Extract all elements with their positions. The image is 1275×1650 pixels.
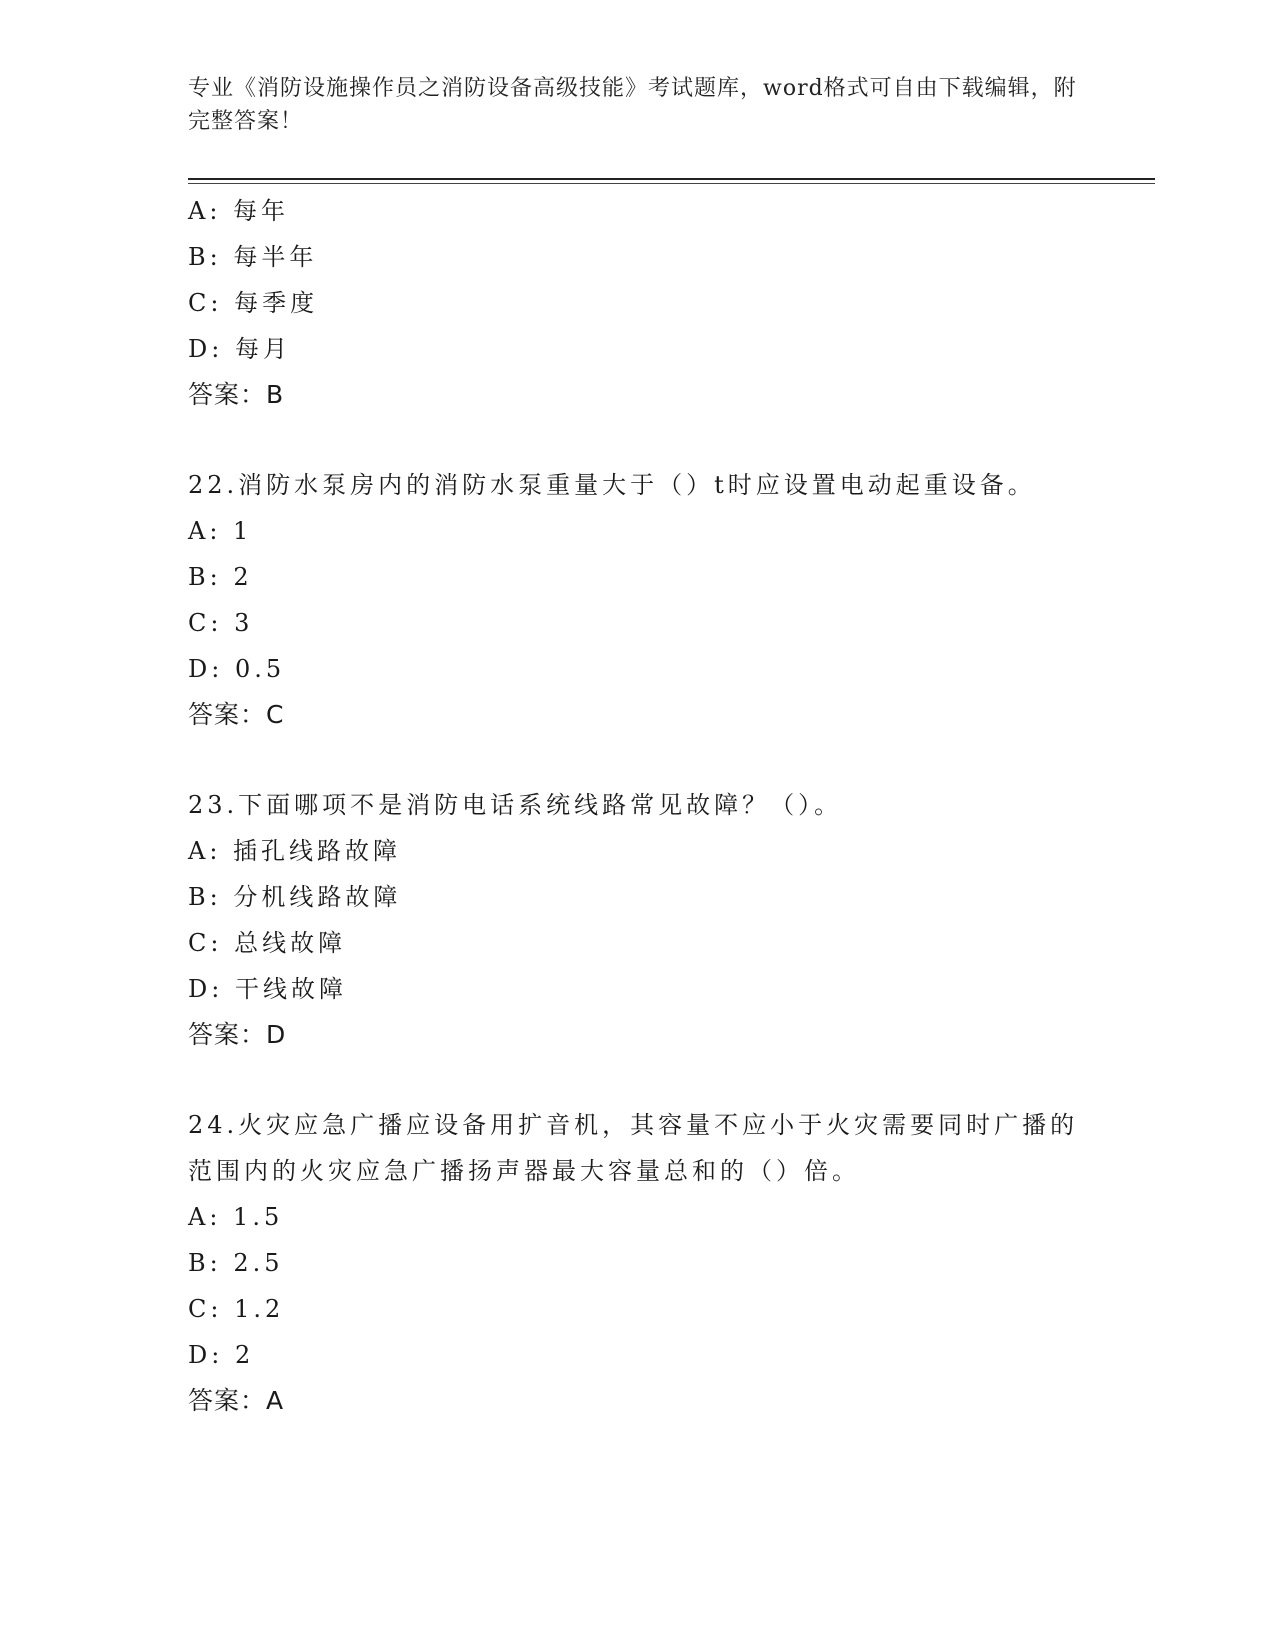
- question-text: 23.下面哪项不是消防电话系统线路常见故障？（）。: [188, 791, 843, 819]
- option-d: D: 每月: [188, 335, 291, 363]
- question-text: 24.火灾应急广播应设备用扩音机，其容量不应小于火灾需要同时广播的范围内的火灾应急广播扬声器最大容量总和的（）倍。: [188, 1111, 1079, 1185]
- option-a: A: 插孔线路故障: [188, 837, 402, 865]
- answer-line: 答案：C: [188, 700, 285, 729]
- option-d: D: 干线故障: [188, 975, 347, 1003]
- option-b: B: 每半年: [188, 243, 318, 271]
- question-block-22: [188, 462, 1088, 738]
- question-block-23: [188, 782, 1088, 1058]
- question-text: 22.消防水泵房内的消防水泵重量大于（）t时应设置电动起重设备。: [188, 471, 1036, 499]
- option-b: B: 2: [188, 563, 253, 591]
- header-rule-thin: [188, 183, 1155, 184]
- question-block-24: [188, 1102, 1088, 1424]
- question-list: [188, 188, 1088, 1424]
- header-rule-thick: [188, 178, 1155, 180]
- answer-line: 答案：A: [188, 1386, 285, 1415]
- option-a: A: 1: [188, 517, 253, 545]
- option-c: C: 3: [188, 609, 254, 637]
- option-c: C: 1.2: [188, 1295, 285, 1323]
- option-b: B: 2.5: [188, 1249, 284, 1277]
- option-d: D: 0.5: [188, 655, 286, 683]
- option-a: A: 每年: [188, 197, 290, 225]
- option-c: C: 总线故障: [188, 929, 347, 957]
- option-c: C: 每季度: [188, 289, 319, 317]
- question-block-partial: [188, 188, 1088, 418]
- document-header: 专业《消防设施操作员之消防设备高级技能》考试题库，word格式可自由下载编辑，附完整答案！: [188, 76, 1077, 134]
- answer-line: 答案：B: [188, 380, 285, 409]
- option-a: A: 1.5: [188, 1203, 284, 1231]
- answer-line: 答案：D: [188, 1020, 287, 1049]
- option-d: D: 2: [188, 1341, 255, 1369]
- option-b: B: 分机线路故障: [188, 883, 402, 911]
